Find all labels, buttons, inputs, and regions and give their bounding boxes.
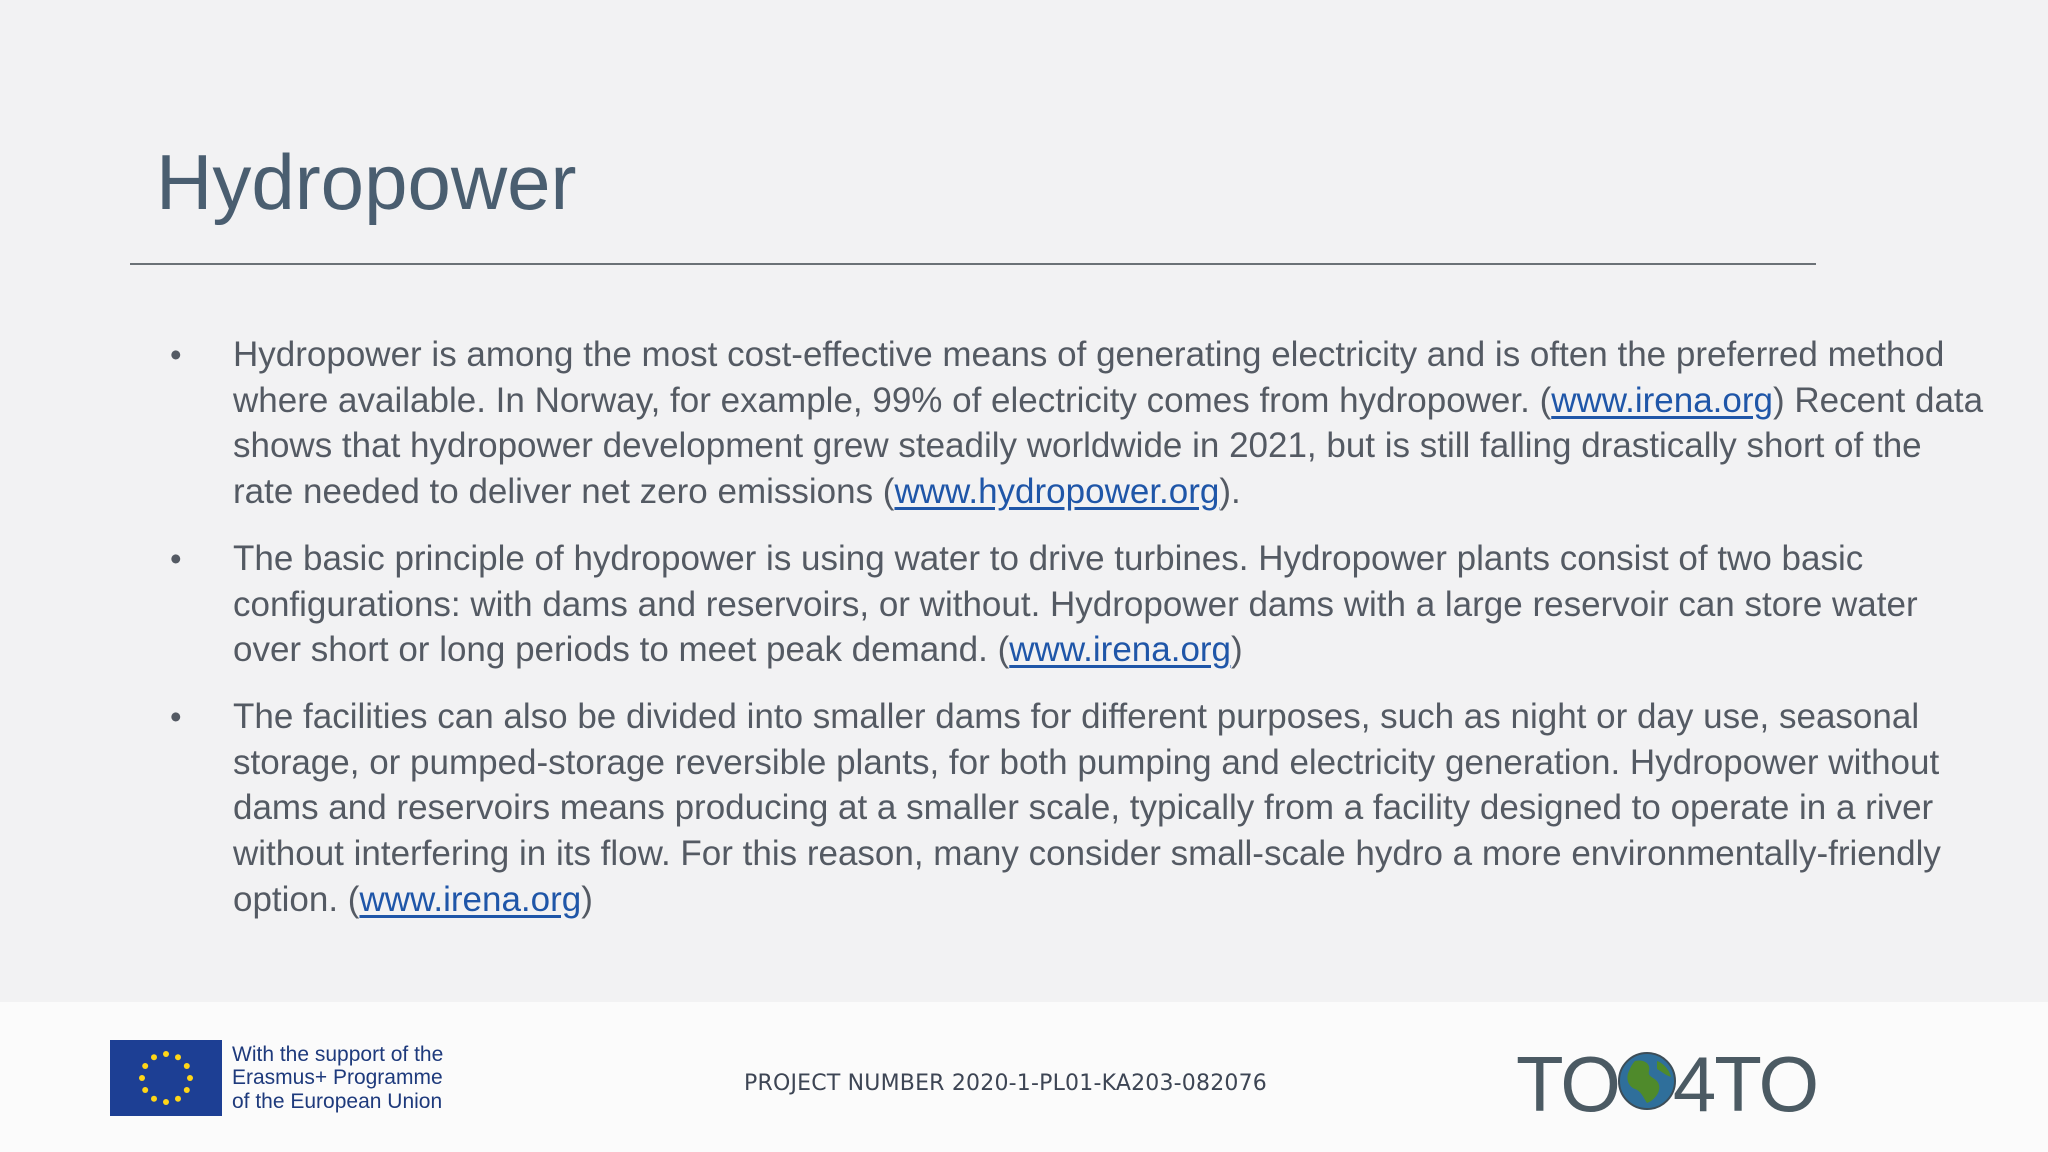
- title-divider: [130, 263, 1816, 265]
- bullet-list: [0, 332, 2048, 943]
- source-link[interactable]: www.irena.org: [1551, 380, 1773, 420]
- bullet-dot: •: [170, 539, 182, 577]
- project-number: PROJECT NUMBER 2020-1-PL01-KA203-082076: [744, 1071, 1267, 1096]
- bullet-dot: •: [170, 336, 182, 373]
- bullet-text: ).: [1219, 472, 1241, 512]
- eu-support-line: of the European Union: [232, 1089, 443, 1113]
- eu-support-text: [232, 1043, 443, 1114]
- logo-text-right: 4TO: [1672, 1039, 1818, 1128]
- bullet-item: [0, 536, 2048, 673]
- eu-flag-icon: [110, 1040, 222, 1116]
- bullet-item: [0, 694, 2048, 923]
- bullet-text: Hydropower is among the most cost-effective means of generating electricity and is often the preferred method where available. In Norway, for example, 99% of electricity comes from hydropower. (: [233, 335, 1945, 420]
- bullet-text: The basic principle of hydropower is using water to drive turbines. Hydropower plants consist of two basic configurations: with dams and reservoirs, or without. Hydropower dams with a large reservoir can store water over short or long periods to meet peak demand. (: [233, 538, 1918, 670]
- bullet-text: ): [1231, 630, 1243, 670]
- source-link[interactable]: www.hydropower.org: [894, 472, 1220, 512]
- bullet-dot: •: [170, 697, 182, 735]
- globe-icon: [1617, 1039, 1677, 1130]
- bullet-text: ): [581, 879, 593, 919]
- eu-support-line: With the support of the: [232, 1042, 444, 1066]
- bullet-text: ) Recent data shows that hydropower development grew steadily worldwide in 2021, but is still falling drastically short of the rate needed to deliver net zero emissions (: [233, 380, 1984, 512]
- logo-text-left: TO: [1516, 1039, 1619, 1128]
- too4to-logo: [1516, 1039, 1818, 1128]
- bullet-text: The facilities can also be divided into smaller dams for different purposes, such as night or day use, seasonal storage, or pumped-storage reversible plants, for both pumping and electricity generation. Hydropower without dams and reservoirs means producing at a smaller scale, typically from a facility designed to operate in a river without interfering in its flow. For this reason, many consider small-scale hydro a more environmentally-friendly option. (: [233, 696, 1941, 919]
- source-link[interactable]: www.irena.org: [359, 879, 582, 919]
- eu-support-line: Erasmus+ Programme: [232, 1066, 443, 1090]
- bullet-item: [0, 332, 2048, 515]
- source-link[interactable]: www.irena.org: [1009, 630, 1232, 670]
- eu-support-block: [110, 1040, 443, 1116]
- slide-title: Hydropower: [156, 138, 577, 226]
